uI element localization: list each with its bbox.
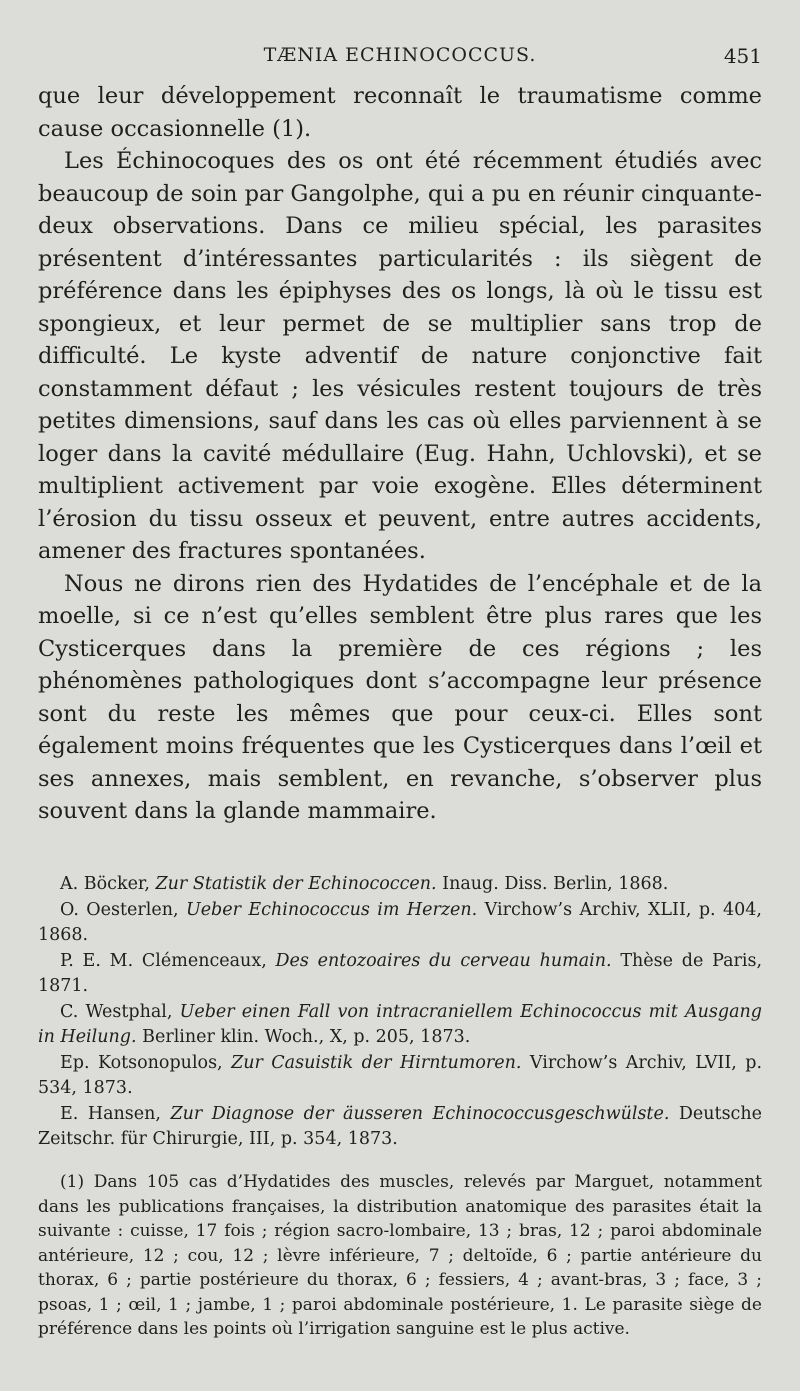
reference-item: O. Oesterlen, Ueber Echinococcus im Herzen. Virchow’s Archiv, XLII, p. 404, 1868. [38,899,762,945]
footnote [38,1170,762,1342]
main-text [38,80,762,828]
bibliography [38,872,762,1153]
running-head [0,44,800,74]
page-number: 451 [723,44,762,68]
paragraph-continuation: que leur développement reconnaît le traumatisme comme cause occasionnelle (1). [38,83,762,142]
reference-item: Ep. Kotsonopulos, Zur Casuistik der Hirntumoren. Virchow’s Archiv, LVII, p. 534, 1873. [38,1052,763,1098]
reference-item: E. Hansen, Zur Diagnose der äusseren Echinococcusgeschwülste. Deutsche Zeitschr. für Chirurgie, III, p. 354, 1873. [38,1103,762,1149]
reference-item: P. E. M. Clémenceaux, Des entozoaires du cerveau humain. Thèse de Paris, 1871. [38,950,763,996]
reference-item: A. Böcker, Zur Statistik der Echinococcen. Inaug. Diss. Berlin, 1868. [60,874,669,894]
paragraph-brain-hydatids: Nous ne dirons rien des Hydatides de l’encéphale et de la moelle, si ce n’est qu’elles semblent être plus rares que les Cysticerques dans la première de ces régions ; les phénomènes pathologiques dont s’accompagne leur présence sont du reste les mêmes que pour ceux-ci. Elles sont également moins fréquentes que les Cysticerques dans l’œil et ses annexes, mais semblent, en revanche, s’observer plus souvent dans la glande mammaire. [38,570,762,824]
running-title: TÆNIA ECHINOCOCCUS. [263,44,537,66]
paragraph-bone-echinococci: Les Échinocoques des os ont été récemment étudiés avec beaucoup de soin par Gangolphe, qui a pu en réunir cinquante-deux observations. Dans ce milieu spécial, les parasites présentent d’intéressantes particularités : ils siègent de préférence dans les épiphyses des os longs, là où le tissu est spongieux, et leur permet de se multiplier sans trop de difficulté. Le kyste adventif de nature conjonctive fait constamment défaut ; les vésicules restent toujours de très petites dimensions, sauf dans les cas où elles parviennent à se loger dans la cavité médullaire (Eug. Hahn, Uchlovski), et se multiplient activement par voie exogène. Elles déterminent l’érosion du tissu osseux et peuvent, entre autres accidents, amener des fractures spontanées. [38,148,762,564]
footnote-text: (1) Dans 105 cas d’Hydatides des muscles, relevés par Marguet, notamment dans les publications françaises, la distribution anatomique des parasites était la suivante : cuisse, 17 fois ; région sacro-lombaire, 13 ; bras, 12 ; paroi abdominale antérieure, 12 ; cou, 12 ; lèvre inférieure, 7 ; deltoïde, 6 ; partie antérieure du thorax, 6 ; partie postérieure du thorax, 6 ; fessiers, 4 ; avant-bras, 3 ; face, 3 ; psoas, 1 ; œil, 1 ; jambe, 1 ; paroi abdominale postérieure, 1. Le parasite siège de préférence dans les points où l’irrigation sanguine est le plus active. [38,1172,762,1339]
reference-item: C. Westphal, Ueber einen Fall von intracraniellem Echinococcus mit Ausgang in Heilung. Berliner klin. Woch., X, p. 205, 1873. [38,1001,762,1047]
